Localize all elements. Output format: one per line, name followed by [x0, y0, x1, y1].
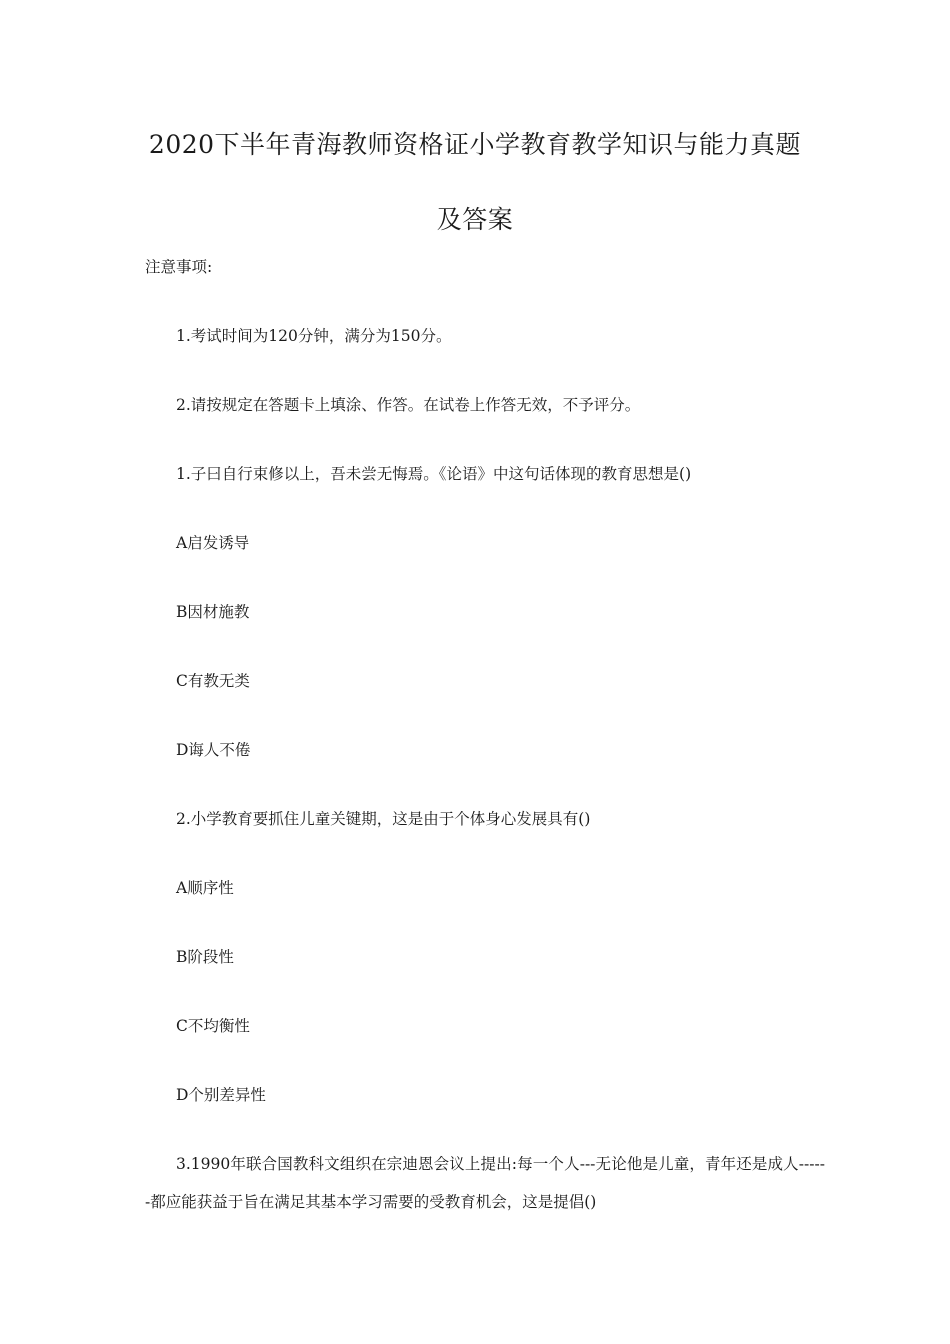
- question-option: B阶段性: [176, 948, 234, 966]
- question-option: A启发诱导: [176, 534, 250, 552]
- question-option: D个别差异性: [176, 1086, 266, 1104]
- notice-item: 2.请按规定在答题卡上填涂、作答。在试卷上作答无效，不予评分。: [176, 396, 641, 414]
- question-stem: 1.子曰自行束修以上，吾未尝无悔焉。《论语》中这句话体现的教育思想是(): [176, 465, 692, 483]
- question-stem: 3.1990年联合国教科文组织在宗迪恩会议上提出:每一个人---无论他是儿童，青年还是成人------都应能获益于旨在满足其基本学习需要的受教育机会，这是提倡(): [145, 1155, 825, 1211]
- question-option: A顺序性: [176, 879, 234, 897]
- question-option: B因材施教: [176, 603, 250, 621]
- notice-item: 1.考试时间为120分钟，满分为150分。: [176, 327, 452, 345]
- question-option: C不均衡性: [176, 1017, 250, 1035]
- question-option: D诲人不倦: [176, 741, 251, 759]
- question-option: C有教无类: [176, 672, 250, 690]
- document-title-line-2: 及答案: [436, 205, 514, 234]
- document-title-line-1: 2020下半年青海教师资格证小学教育教学知识与能力真题: [148, 130, 802, 159]
- question-stem: 2.小学教育要抓住儿童关键期，这是由于个体身心发展具有(): [176, 810, 591, 828]
- notice-heading: 注意事项:: [145, 258, 213, 276]
